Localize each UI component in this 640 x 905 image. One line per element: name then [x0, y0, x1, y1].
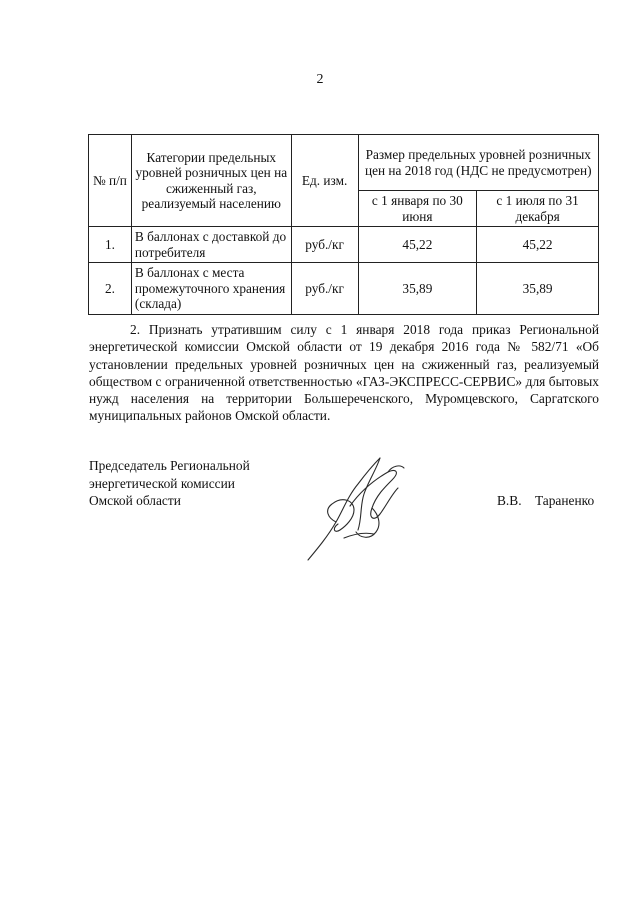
price-table — [88, 134, 599, 315]
row-category: В баллонах с места промежуточного хранения (склада) — [131, 263, 291, 315]
header-category: Категории предельных уровней розничных цен на сжиженный газ, реализуемый населению — [131, 135, 291, 227]
row-price-period-2: 45,22 — [477, 227, 599, 263]
header-unit: Ед. изм. — [291, 135, 358, 227]
row-category: В баллонах с доставкой до потребителя — [131, 227, 291, 263]
row-unit: руб./кг — [291, 263, 358, 315]
header-num: № п/п — [89, 135, 132, 227]
table-header-row — [89, 135, 599, 191]
table-row — [89, 263, 599, 315]
paragraph-text: 2. Признать утратившим силу с 1 января 2018 года приказ Региональной энергетической комиссии Омской области от 19 декабря 2016 года № 582/71 «Об установлении предельных уровней розничных цен на сжиженный газ, реализуемый обществом с ограниченной ответственностью «ГАЗ-ЭКСПРЕСС-СЕРВИС» для бытовых нужд населения на территории Большереченского, Муромцевского, Саргатского муниципальных районов Омской области. — [89, 322, 599, 424]
row-price-period-1: 45,22 — [358, 227, 477, 263]
row-price-period-2: 35,89 — [477, 263, 599, 315]
row-num: 2. — [89, 263, 132, 315]
paragraph-2 — [89, 321, 599, 425]
table-row — [89, 227, 599, 263]
signer-name: В.В. Тараненко — [497, 493, 595, 508]
page-number: 2 — [316, 72, 324, 87]
signer-title — [89, 457, 289, 510]
header-period-2: с 1 июля по 31 декабря — [477, 191, 599, 227]
row-unit: руб./кг — [291, 227, 358, 263]
header-price-group: Размер предельных уровней розничных цен на 2018 год (НДС не предусмотрен) — [358, 135, 598, 191]
handwritten-signature — [288, 448, 438, 568]
signer-title-line-1: Председатель Региональной — [89, 458, 250, 473]
row-price-period-1: 35,89 — [358, 263, 477, 315]
header-period-1: с 1 января по 30 июня — [358, 191, 477, 227]
signer-title-line-3: Омской области — [89, 493, 181, 508]
signer-title-line-2: энергетической комиссии — [89, 475, 235, 491]
row-num: 1. — [89, 227, 132, 263]
